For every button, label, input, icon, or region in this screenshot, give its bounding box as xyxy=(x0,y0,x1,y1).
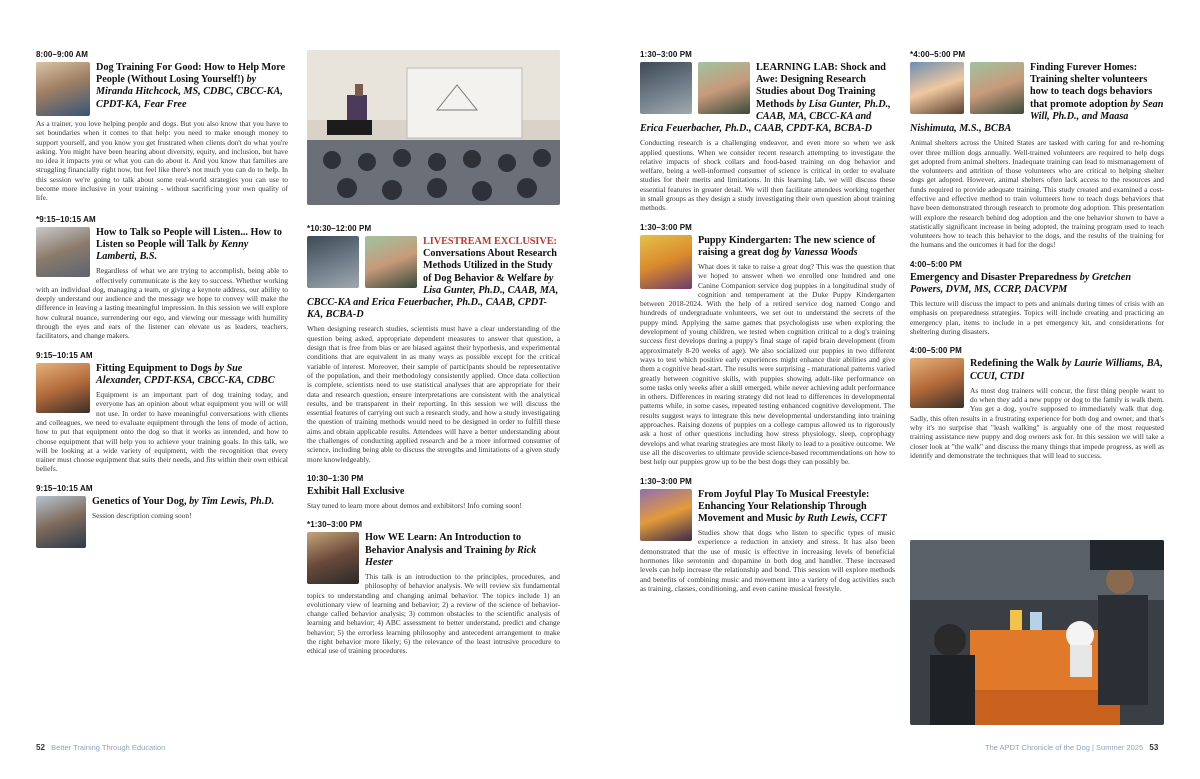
session-description: Conducting research is a challenging endeavor, and even more so when we ask applied questions. When we consider recent research attempting to investigate the relative impacts of shock collars and food-based training on dog behavior and welfare, being a well-informed consumer of science is critical in order to evaluate studies for their merits and limitations. In this learning lab, we will discuss these essential features in greater detail. We will then facilitate attendees working together in small groups as they design a study investigating their own question about training methods. xyxy=(640,138,895,213)
session-time: *1:30–3:00 PM xyxy=(307,520,363,530)
session-title: Puppy Kindergarten: The new science of raising a great dog by Vanessa Woods xyxy=(698,234,876,258)
speaker-photo xyxy=(307,532,359,584)
speaker-photo xyxy=(36,496,86,548)
session-emergency-preparedness xyxy=(910,260,1164,337)
speaker-photo xyxy=(36,62,90,116)
session-title: Fitting Equipment to Dogs by Sue Alexander, CPDT-KSA, CBCC-KA, CDBC xyxy=(96,362,275,386)
session-time: 1:30–3:00 PM xyxy=(640,222,692,232)
session-description: Studies show that dogs who listen to specific types of music experience a reduction in anxiety and stress. It has also been demonstrated that the use of music is effective in increasing levels of beneficial hormones like serotonin and dopamine in both dog and handler. These increased levels can help increase the relationship and bond. This session will explore methods and benefits of combining music and movement into a variety of dog activities such as training, classes, conditioning, and even canine musical freestyle. xyxy=(640,528,895,593)
column-2 xyxy=(307,224,560,666)
speaker-photo xyxy=(910,358,964,408)
session-time: 9:15–10:15 AM xyxy=(36,483,93,493)
session-learning-lab xyxy=(640,50,895,213)
session-title: Dog Training For Good: How to Help More People (Without Losing Yourself!) by Miranda Hitchcock, MS, CDBC, CBCC-KA, CPDT-KA, Fear Free xyxy=(96,62,286,110)
page-number-right: 53 xyxy=(1149,743,1159,752)
conference-room-photo xyxy=(307,50,560,205)
speaker-photo-2 xyxy=(970,62,1024,114)
session-finding-furever-homes xyxy=(910,50,1164,250)
livestream-label: LIVESTREAM EXCLUSIVE: xyxy=(423,236,557,247)
session-description: Session description coming soon! xyxy=(92,510,192,520)
session-joyful-play xyxy=(640,477,895,594)
session-time: 4:00–5:00 PM xyxy=(910,259,962,269)
column-4 xyxy=(910,50,1164,470)
session-time: 4:00–5:00 PM xyxy=(910,346,962,356)
session-time: 1:30–3:00 PM xyxy=(640,50,692,59)
exhibit-hall-photo xyxy=(910,540,1164,725)
session-title: Emergency and Disaster Preparedness by Gretchen Powers, DVM, MS, CCRP, DACVPM xyxy=(910,271,1131,295)
session-description: This lecture will discuss the impact to pets and animals during times of crisis with an emphasis on preparedness strategies. Topics will include creating and practicing an emergency plan, items to include in a pet emergency kit, and considerations for sheltering during disasters. xyxy=(910,299,1164,337)
session-time: 8:00–9:00 AM xyxy=(36,50,89,59)
session-fitting-equipment xyxy=(36,351,288,474)
session-title: LIVESTREAM EXCLUSIVE: Conversations About Research Methods Utilized in the Study of Dog Behavior & Welfare by Lisa Gunter, Ph.D., CAAB, MA, CBCC-KA and Erica Feuerbacher, Ph.D., CAAB, CPDT-KA, BCBA-D xyxy=(307,236,559,321)
session-time: 9:15–10:15 AM xyxy=(36,350,93,360)
session-time: *4:00–5:00 PM xyxy=(910,50,966,59)
session-title: Genetics of Your Dog, by Tim Lewis, Ph.D. xyxy=(92,495,275,507)
speaker-photo-2 xyxy=(365,236,417,288)
exhibit-hall-image xyxy=(910,540,1164,725)
session-title: How WE Learn: An Introduction to Behavior Analysis and Training by Rick Hester xyxy=(365,532,537,568)
speaker-photo-2 xyxy=(698,62,750,114)
page-number-left: 52 xyxy=(36,743,45,752)
session-time: *10:30–12:00 PM xyxy=(307,224,372,233)
session-dog-training-for-good xyxy=(36,50,288,203)
session-title: From Joyful Play To Musical Freestyle: Enhancing Your Relationship Through Movement and Music by Ruth Lewis, CCFT xyxy=(698,488,887,524)
conference-room-image xyxy=(307,50,560,205)
column-1 xyxy=(36,50,288,561)
session-description: As most dog trainers will concur, the first thing people want to do when they add a new puppy or dog to the family is walk them. You get a dog, you're supposed to immediately walk that dog. Sadly, this often results in a frustrating experience for both dog and owner, and that's why it's no surprise that "leash walking" is arguably one of the most requested training assistance new puppy and dog owners ask for. In this session we will take a closer look at "the walk" and discuss the many things that impede progress, as well as identify and demonstrate the techniques that will lead to success. xyxy=(910,385,1164,460)
session-time: *9:15–10:15 AM xyxy=(36,214,96,224)
session-how-we-learn xyxy=(307,520,560,655)
session-description: Animal shelters across the United States are tasked with caring for and re-homing over three million dogs annually. Well-trained volunteers are required to help dogs get adopted from animal shelters. Inadequate training can lead to mismanagement of the volunteers and attrition of those volunteers who are critical to helping shelter dogs get adopted. However, animal shelters often lack access to the resources and funds required to provide adequate training. This study created and examined a cost-effective and effective method to train volunteers how to teach dogs behaviors that have been demonstrated through research to promote dog adoption. This presentation will explore the research behind dog adoption and the one behavior shown to have a statistically significant increase in being adopted, the training program used to teach volunteers how to teach this behavior to the dogs, and the results of the training for the humans and the outcomes it had for the dogs! xyxy=(910,138,1164,250)
session-description: What does it take to raise a great dog? This was the question that we hoped to answer when we enrolled one hundred and one Canine Companion service dog puppies in a longitudinal study of cognition and temperament at the Duke Puppy Kindergarten between 2018-2024. With the help of a retired service dog named Congo and hundreds of undergraduate volunteers, we set out to understand the secrets of the puppy mind. Applying the same games that psychologists use when exploring the development of young children, we tested when cognition critical to a dog's training success first develops during a puppy's final stage of rapid brain development (from approximately 8-20 weeks of age). We also socialized our puppies in two different ways to test which positive early experiences might enhance their abilities and give them a cognitive head-start. The results were surprising - maturational patterns varied greatly between cognitive skills, with puppies showing adult-like performance on some tasks only weeks after a skill emerged, while never achieving adult performance in others. Differences in rearing strategy did not lead to differences in developmental patterns while, in some cases, repeated testing enhanced cognitive development. The results suggest ways to integrate this new developmental understanding into training approaches. Raising dozens of puppies on a college campus allowed us to rigorously ask a host of other questions including how stress physiology, sleep, coprophagy develops and what rearing strategies are most likely to lead to a positive outcome. We use all the discoveries to ultimate provide science-based recommendations on how to best help our puppies grow up to be the best dogs they can possibly be. xyxy=(640,262,895,467)
footer-left-text: Better Training Through Education xyxy=(51,743,166,752)
session-description: Equipment is an important part of dog training today, and everyone has an opinion about what equipment you will or will not use. In order to have meaningful conversations with clients and colleagues, we need to evaluate equipment through the lens of mode of action, how to put that equipment onto the dog so that it works as intended, and how to choose equipment that will help you to achieve your training goals. In this talk, we will be looking at a wide variety of equipment, with the recognition that every trainer must choose equipment that suits their needs, and fits within their own ethical beliefs. xyxy=(36,390,288,474)
session-time: 10:30–1:30 PM xyxy=(307,473,364,483)
column-3 xyxy=(640,50,895,603)
speaker-photo xyxy=(36,227,90,277)
session-title: Finding Furever Homes: Training shelter volunteers how to teach dogs behaviors that promote adoption by Sean Will, Ph.D., and Maasa Nishimuta, M.S., BCBA xyxy=(910,62,1164,135)
session-livestream-research-methods xyxy=(307,224,560,464)
session-description: When designing research studies, scientists must have a clear understanding of the question being asked, appropriate dependent measures to answer that question, a design that is free from bias or are biased against their hypothesis, and experimental conditions that are equivalent in as many ways as possible except for the critical variable of interest. Moreover, their sample of participants should be representative of the population, and their methodology consistently applied. Once data collection is complete, scientists need to use statistical analyses that are appropriate for their data and research question, ensure interpretations are consistent with the analytical results, and be transparent in their reporting. In this session we will discuss the essential features of carrying out such a research study, and how a study investigating the question of training methods would need to be designed in order to fulfill these aims and obtain applicable results. Attendees will have a better understanding about the challenges of conducting applied research and be a more informed consumer of science, including being able to discuss the strengths and limitations of a given study more knowledgeably. xyxy=(307,324,560,464)
session-description: As a trainer, you love helping people and dogs. But you also know that you have to set boundaries when it comes to that help: you need to make enough money to support yourself, and you know you get frustrated when clients don't do what you're asking. You might have been hearing about diversity, equity, and inclusion, but have no idea it impacts you or what you can do about it. And you know that families are struggling financially right now, but feel like there's not much you can do to help. In this session we're going to talk about some real-world strategies you can use to become more inclusive in your training - without sacrificing your own quality of life. xyxy=(36,119,288,203)
speaker-photo xyxy=(36,363,90,413)
session-title: LEARNING LAB: Shock and Awe: Designing Research Studies about Dog Training Methods by Lisa Gunter, Ph.D., CAAB, MA, CBCC-KA and Erica Feuerbacher, Ph.D., CAAB, CPDT-KA, BCBA-D xyxy=(640,62,891,135)
session-exhibit-hall xyxy=(307,474,560,511)
session-how-to-talk xyxy=(36,215,288,341)
footer-right-text: The APDT Chronicle of the Dog | Summer 2025 xyxy=(985,743,1144,752)
session-description: Stay tuned to learn more about demos and exhibitors! Info coming soon! xyxy=(307,501,522,511)
session-title: Exhibit Hall Exclusive xyxy=(307,485,405,497)
session-time: 1:30–3:00 PM xyxy=(640,476,692,486)
session-redefining-the-walk xyxy=(910,346,1164,460)
session-puppy-kindergarten xyxy=(640,223,895,467)
speaker-photo-1 xyxy=(307,236,359,288)
speaker-photo xyxy=(640,235,692,289)
speaker-photo-1 xyxy=(910,62,964,114)
session-description: This talk is an introduction to the principles, procedures, and philosophy of behavior analysis. We will review six fundamental topics to understanding and changing animal behavior. The topics include 1) an evolutionary view of learning and behavior; 2) a review of the science of behavior-change called behavior analysis; 3) common obstacles to the scientific analysis of learning and behavior; 4) ABC assessment to better understand, predict and change behavior; 5) the errorless learning philosophy and antecedent arrangement to make the right behavior more likely; 6) the relevance of the least intrusive procedure to ethical use of training procedures. xyxy=(307,571,560,656)
footer-left xyxy=(36,743,165,752)
session-title: How to Talk so People will Listen... How to Listen so People will Talk by Kenny Lamberti, B.S. xyxy=(96,226,282,263)
session-description: Regardless of what we are trying to accomplish, being able to effectively communicate is the key to success. Whether working with an individual dog, managing a team, or giving a keynote address, our ability to deeply understand our audience and the message we hope to convey will make the difference in leaving a lasting meaningful impression. In this session we will explore how cultural nuance, surrendering our ego, and viewing our message with humility through the eyes and ears of the listener can elevate us as leaders, teachers, facilitators, and change makers. xyxy=(36,266,288,341)
footer-right xyxy=(985,743,1158,752)
session-title: Redefining the Walk by Laurie Williams, BA, CCUI, CTDI xyxy=(970,358,1163,382)
speaker-photo xyxy=(640,489,692,541)
speaker-photo-1 xyxy=(640,62,692,114)
session-genetics xyxy=(36,484,288,551)
